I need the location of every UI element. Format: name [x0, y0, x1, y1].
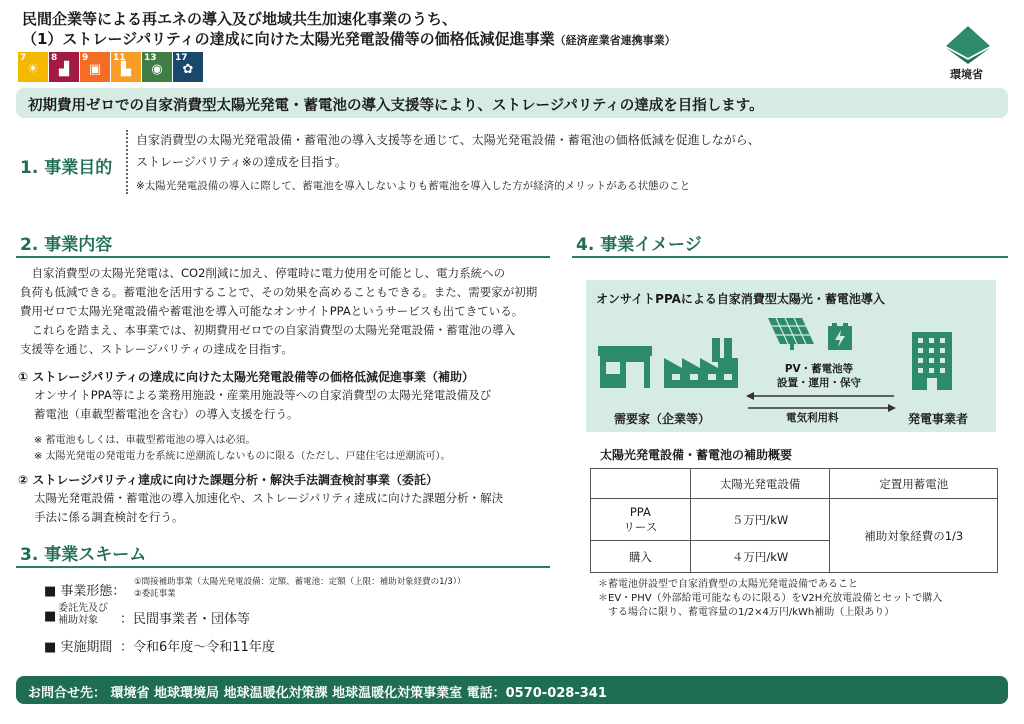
shop-icon [596, 344, 654, 390]
scheme-rule [16, 566, 550, 568]
subsidy-note-1: ＊蓄電池併設型で自家消費型の太陽光発電設備であること [598, 579, 858, 590]
subsidy-table [590, 468, 998, 573]
scheme-target-label-2: 補助対象 [58, 615, 98, 626]
scheme-target-label [58, 603, 108, 627]
panel-title: オンサイトPPAによる自家消費型太陽光・蓄電池導入 [596, 292, 885, 306]
purpose-note: ※太陽光発電設備の導入に際して、蓄電池を導入しないよりも蓄電池を導入した方が経済的メリットがある状態のこと [136, 180, 691, 192]
row-label-purchase: 購入 [591, 541, 691, 573]
pv-label-1: PV・蓄電池等 [784, 363, 854, 375]
content-heading: 2. 事業内容 [20, 235, 113, 255]
sdg-icons [18, 52, 203, 82]
sdg-8-icon: 8 ▟ [49, 52, 79, 82]
pv-label [774, 362, 864, 390]
scheme-target-label-1: 委託先及び [58, 603, 108, 614]
subsidy-note-2: ＊EV・PHV（外部給電可能なものに限る）をV2H充放電設備とセットで購入 [598, 593, 943, 604]
scheme-target-value: ：民間事業者・団体等 [120, 612, 251, 627]
solar-panel-icon [762, 316, 820, 352]
scheme-period-value: ：令和6年度～令和11年度 [120, 640, 275, 655]
battery-icon [826, 322, 854, 352]
provider-label: 発電事業者 [908, 412, 969, 426]
row-label-ppa-b: リース [623, 519, 658, 534]
item1-line-2: 蓄電池（車載型蓄電池を含む）の導入支援を行う。 [34, 407, 299, 421]
content-para-line: 費用ゼロで太陽光発電設備や蓄電池を導入可能なオンサイトPPAというサービスも出てきている。 [20, 304, 524, 318]
title-line-2 [22, 28, 676, 49]
subsidy-notes [598, 578, 942, 620]
sdg-17-icon: 17 ✿ [173, 52, 203, 82]
row-label-ppa [591, 499, 691, 541]
table-corner [591, 469, 691, 499]
scheme-form-detail-2: ②委託事業 [134, 589, 176, 599]
scheme-target-bullet: ■ [44, 609, 57, 624]
content-para-line: 支援等を通じ、ストレージパリティの達成を目指す。 [20, 342, 293, 356]
sdg-11-icon: 11 ▙ [111, 52, 141, 82]
col-header-pv: 太陽光発電設備 [690, 469, 830, 499]
item1-text [34, 386, 491, 424]
sdg-7-icon: 7 ☀ [18, 52, 48, 82]
item2-text [34, 489, 503, 527]
sdg-13-icon: 13 ◉ [142, 52, 172, 82]
item2-title: ② ストレージパリティ達成に向けた課題分析・解決手法調査検討事業（委託） [18, 473, 439, 487]
pv-label-2: 設置・運用・保守 [777, 377, 861, 389]
item1-note-2: ※ 太陽光発電の発電電力を系統に逆潮流しないものに限る（ただし、戸建住宅は逆潮流可）。 [34, 451, 451, 462]
consumer-label: 需要家（企業等） [614, 412, 711, 426]
scheme-period-label: ■ 実施期間 [44, 640, 113, 655]
summary-banner: 初期費用ゼロでの自家消費型太陽光発電・蓄電池の導入支援等により、ストレージパリティの達成を目指します。 [16, 88, 1008, 118]
battery-value: 補助対象経費の1/3 [830, 499, 998, 573]
purchase-value: ４万円/kW [690, 541, 830, 573]
purpose-line-1: 自家消費型の太陽光発電設備・蓄電池の導入支援等を通じて、太陽光発電設備・蓄電池の価格低減を促進しながら、 [136, 133, 760, 147]
purpose-heading: 1. 事業目的 [20, 158, 113, 178]
item1-note-1: ※ 蓄電池もしくは、車載型蓄電池の導入は必須。 [34, 435, 256, 446]
sdg-9-icon: 9 ▣ [80, 52, 110, 82]
content-paragraph [20, 264, 550, 359]
scheme-form-label: ■ 事業形態： [44, 584, 126, 599]
content-para-line: 負荷も低減できる。蓄電池を活用することで、その効果を高めることもできる。また、需要家が初期 [20, 285, 538, 299]
item1-line-1: オンサイトPPA等による業務用施設・産業用施設等への自家消費型の太陽光発電設備及び [34, 388, 492, 402]
ppa-diagram-panel [586, 280, 996, 432]
row-label-ppa-a: PPA [629, 504, 651, 519]
title-line-1: 民間企業等による再エネの導入及び地域共生加速化事業のうち、 [22, 10, 458, 28]
contact-footer: お問合せ先： 環境省 地球環境局 地球温暖化対策課 地球温暖化対策事業室 電話：0570-028-341 [16, 676, 1008, 704]
title-main: （1）ストレージパリティの達成に向けた太陽光発電設備等の価格低減促進事業 [22, 30, 555, 48]
content-rule [16, 256, 550, 258]
title-note: （経済産業省連携事業） [554, 34, 676, 47]
item2-line-1: 太陽光発電設備・蓄電池の導入加速化や、ストレージパリティ達成に向けた課題分析・解決 [34, 491, 504, 505]
ppa-value: ５万円/kW [690, 499, 830, 541]
image-heading: 4. 事業イメージ [576, 235, 702, 255]
scheme-form-detail-1: ①間接補助事業（太陽光発電設備：定額、蓄電池：定額（上限：補助対象経費の1/3）） [134, 577, 466, 587]
scheme-heading: 3. 事業スキーム [20, 545, 147, 565]
purpose-line-2: ストレージパリティ※の達成を目指す。 [136, 155, 347, 169]
item2-line-2: 手法に係る調査検討を行う。 [34, 510, 184, 524]
fee-label: 電気利用料 [786, 412, 839, 424]
subsidy-title: 太陽光発電設備・蓄電池の補助概要 [600, 448, 793, 462]
content-para-line: これらを踏まえ、本事業では、初期費用ゼロでの自家消費型の太陽光発電設備・蓄電池の導入 [20, 323, 516, 337]
purpose-divider [126, 130, 128, 194]
item1-title: ① ストレージパリティの達成に向けた太陽光発電設備等の価格低減促進事業（補助） [18, 370, 475, 384]
col-header-battery: 定置用蓄電池 [830, 469, 998, 499]
factory-icon [662, 336, 740, 390]
image-rule [572, 256, 1008, 258]
building-icon [910, 330, 954, 392]
ministry-label: 環境省 [950, 68, 983, 81]
subsidy-note-3: する場合に限り、蓄電容量の1/2×4万円/kWh補助（上限あり） [598, 607, 895, 618]
content-para-line: 自家消費型の太陽光発電は、CO2削減に加え、停電時に電力使用を可能とし、電力系統への [20, 266, 506, 280]
